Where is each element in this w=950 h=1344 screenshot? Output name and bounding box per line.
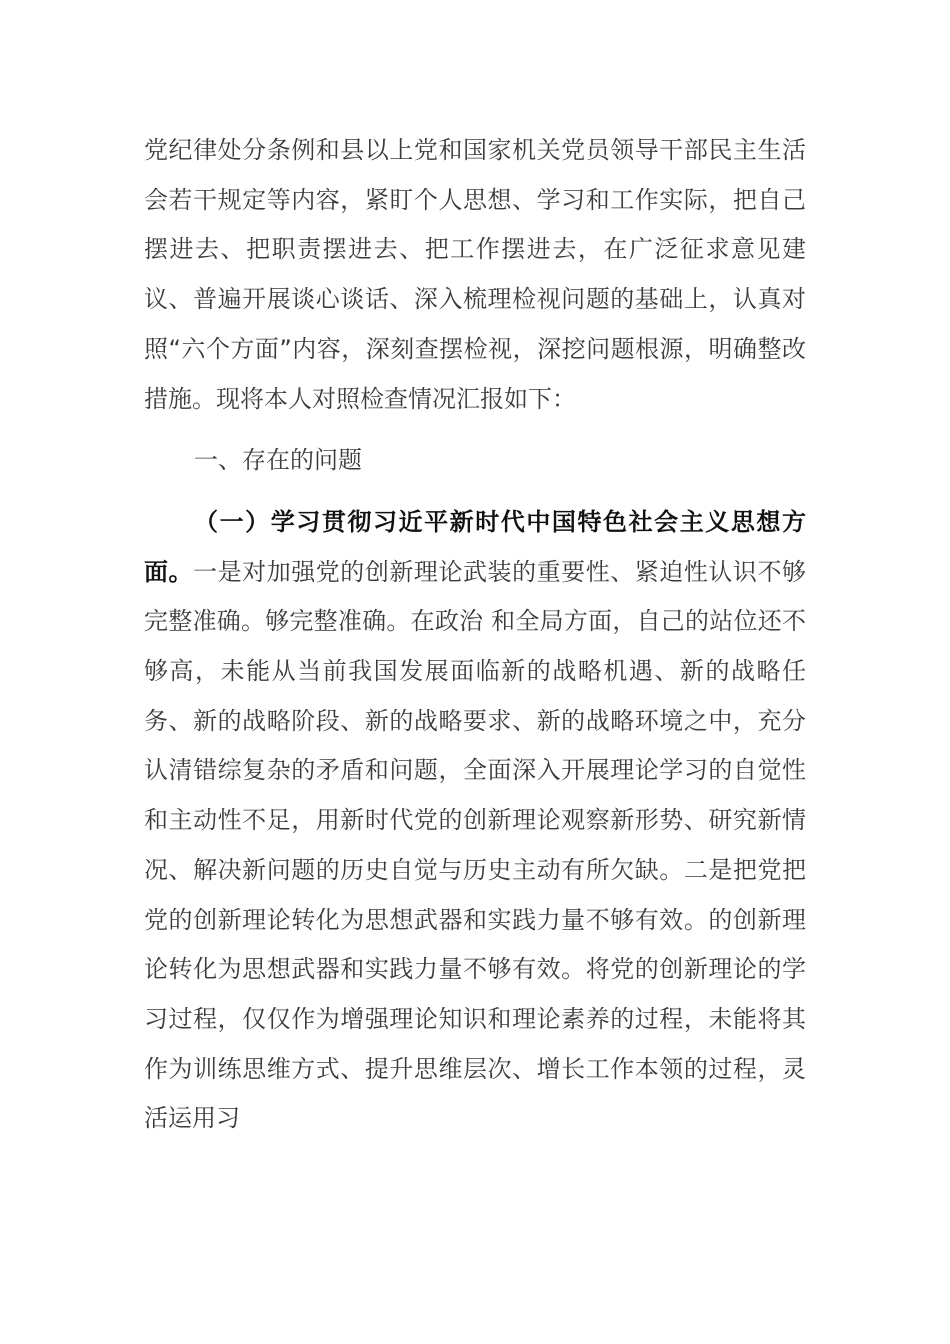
intro-paragraph: 党纪律处分条例和县以上党和国家机关党员领导干部民主生活会若干规定等内容，紧盯个人思想、学习和工作实际，把自己摆进去、把职责摆进去、把工作摆进去，在广泛征求意见建议、普遍开展谈心谈话、深入梳理检视问题的基础上，认真对照“六个方面”内容，深刻查摆检视，深挖问题根源，明确整改措施。现将本人对照检查情况汇报如下： — [144, 136, 806, 413]
document-body — [144, 126, 806, 1144]
subsection-body: 一是对加强党的创新理论武装的重要性、紧迫性认识不够完整准确。够完整准确。在政治 和全局方面，自己的站位还不够高，未能从当前我国发展面临新的战略机遇、新的战略任务、新的战略阶段、新的战略要求、新的战略环境之中，充分认清错综复杂的矛盾和问题，全面深入开展理论学习的自觉性和主动性不足，用新时代党的创新理论观察新形势、研究新情况、解决新问题的历史自觉与历史主动有所欠缺。二是把党把党的创新理论转化为思想武器和实践力量不够有效。的创新理论转化为思想武器和实践力量不够有效。将党的创新理论的学习过程，仅仅作为增强理论知识和理论素养的过程，未能将其作为训练思维方式、提升思维层次、增长工作本领的过程，灵活运用习 — [144, 557, 806, 1133]
subsection-title: （一）学习贯彻习近平新时代中国特色社会主义思想方面。 — [144, 507, 806, 586]
subsection-paragraph — [144, 498, 806, 1144]
section-heading: 一、存在的问题 — [194, 446, 362, 475]
